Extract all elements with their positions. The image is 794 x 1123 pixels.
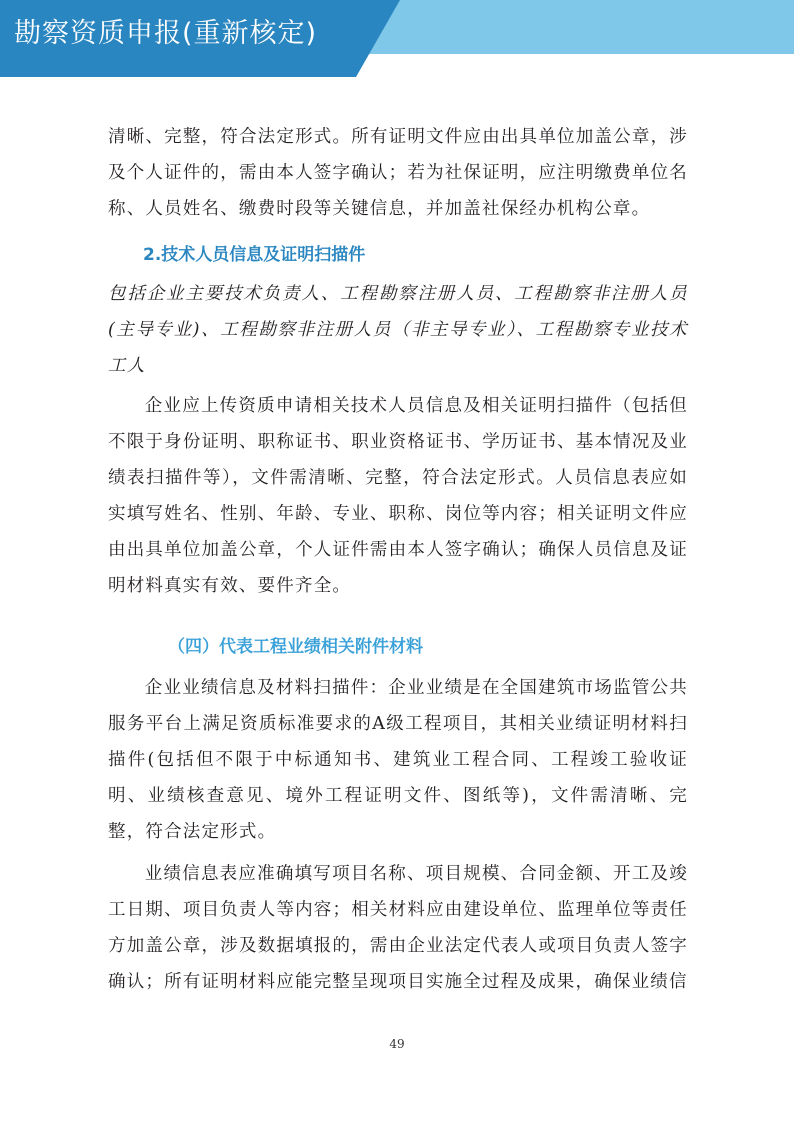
paragraph-staff-requirements: 企业应上传资质申请相关技术人员信息及相关证明扫描件（包括但不限于身份证明、职称证书、职业资格证书、学历证书、基本情况及业绩表扫描件等），文件需清晰、完整，符合法定形式。人员信息表应如实填写姓名、性别、年龄、专业、职称、岗位等内容；相关证明文件应由出具单位加盖公章，个人证件需由本人签字确认；确保人员信息及证明材料真实有效、要件齐全。 [108, 396, 688, 596]
paragraph-continuation: 清晰、完整，符合法定形式。所有证明文件应由出具单位加盖公章，涉及个人证件的，需由本人签字确认；若为社保证明，应注明缴费单位名称、人员姓名、缴费时段等关键信息，并加盖社保经办机构公章。 [108, 127, 688, 219]
paragraph-staff-scope: 包括企业主要技术负责人、工程勘察注册人员、工程勘察非注册人员(主导专业)、工程勘察非注册人员（非主导专业）、工程勘察专业技术工人 [108, 284, 688, 376]
page-number: 49 [389, 1037, 405, 1051]
paragraph-performance-info-table: 业绩信息表应准确填写项目名称、项目规模、合同金额、开工及竣工日期、项目负责人等内容；相关材料应由建设单位、监理单位等责任方加盖公章，涉及数据填报的，需由企业法定代表人或项目负责人签字确认；所有证明材料应能完整呈现项目实施全过程及成果，确保业绩信 [108, 864, 688, 992]
section-heading-project-performance: （四）代表工程业绩相关附件材料 [168, 637, 423, 657]
paragraph-performance-materials: 企业业绩信息及材料扫描件：企业业绩是在全国建筑市场监管公共服务平台上满足资质标准要求的A级工程项目，其相关业绩证明材料扫描件(包括但不限于中标通知书、建筑业工程合同、工程竣工验收证明、业绩核查意见、境外工程证明文件、图纸等)，文件需清晰、完整，符合法定形式。 [108, 678, 688, 842]
subheading-technical-staff: 2.技术人员信息及证明扫描件 [143, 245, 366, 265]
page-title: 勘察资质申报(重新核定) [14, 18, 318, 49]
